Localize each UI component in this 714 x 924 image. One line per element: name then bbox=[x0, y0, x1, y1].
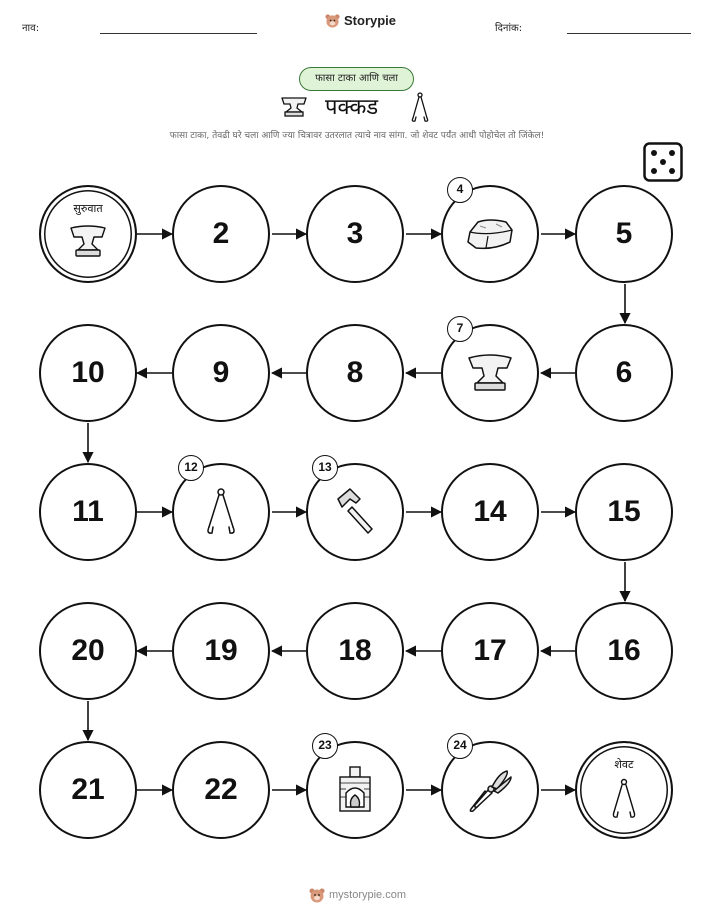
tongs-icon bbox=[204, 487, 238, 537]
cell-number-badge: 4 bbox=[447, 177, 473, 203]
board-cell-7 bbox=[441, 321, 539, 422]
cell-number: 18 bbox=[338, 634, 372, 667]
cell-number: 10 bbox=[71, 356, 105, 389]
cell-number: 22 bbox=[204, 773, 238, 806]
board-cell-9 bbox=[172, 324, 270, 422]
board-cell-13 bbox=[306, 460, 404, 561]
anvil-icon bbox=[466, 352, 514, 394]
hammer-icon bbox=[330, 487, 380, 537]
cell-number: 16 bbox=[607, 634, 641, 667]
board-cell-21 bbox=[39, 741, 137, 839]
board-cell-12 bbox=[172, 460, 270, 561]
cell-number: 19 bbox=[204, 634, 238, 667]
cell-number-badge: 13 bbox=[312, 455, 338, 481]
board-cell-24 bbox=[441, 738, 539, 839]
cell-number: 20 bbox=[71, 634, 105, 667]
game-type-badge: फासा टाका आणि चला bbox=[299, 67, 414, 91]
cell-number: 2 bbox=[212, 217, 230, 250]
board-cell-20 bbox=[39, 602, 137, 700]
cell-number-badge: 24 bbox=[447, 733, 473, 759]
cell-number: 15 bbox=[607, 495, 641, 528]
footer-url[interactable]: mystorypie.com bbox=[329, 889, 407, 901]
board-cell-start bbox=[39, 185, 137, 283]
board-cell-5 bbox=[575, 185, 673, 283]
board-cell-10 bbox=[39, 324, 137, 422]
cell-number-badge: 12 bbox=[178, 455, 204, 481]
cell-number: 8 bbox=[346, 356, 364, 389]
bear-logo-icon bbox=[309, 887, 325, 903]
board-cell-17 bbox=[441, 602, 539, 700]
cell-number: 6 bbox=[615, 356, 633, 389]
stone-block-icon bbox=[464, 214, 516, 254]
anvil-icon bbox=[68, 224, 108, 260]
board-cell-8 bbox=[306, 324, 404, 422]
cell-number-badge: 7 bbox=[447, 316, 473, 342]
date-label: दिनांक: bbox=[495, 23, 523, 34]
page-title: पक्कड bbox=[325, 95, 379, 120]
board-cell-6 bbox=[575, 324, 673, 422]
cell-number: 9 bbox=[212, 356, 230, 389]
cell-number: 21 bbox=[71, 773, 105, 806]
forge-furnace-icon bbox=[335, 765, 375, 815]
board-cell-4 bbox=[441, 182, 539, 283]
cell-number: 5 bbox=[615, 217, 633, 250]
brand-name: Storypie bbox=[344, 13, 397, 28]
cell-number: 3 bbox=[346, 217, 364, 250]
cell-number: 14 bbox=[473, 495, 507, 528]
footer bbox=[309, 887, 406, 903]
cell-number: 11 bbox=[72, 495, 104, 528]
cell-number: 17 bbox=[473, 634, 507, 667]
board-cell-22 bbox=[172, 741, 270, 839]
board-cell-19 bbox=[172, 602, 270, 700]
pliers-icon bbox=[465, 765, 515, 815]
board-cell-14 bbox=[441, 463, 539, 561]
board-cell-16 bbox=[575, 602, 673, 700]
board-cell-15 bbox=[575, 463, 673, 561]
board-cell-finish bbox=[575, 741, 673, 839]
board-cell-2 bbox=[172, 185, 270, 283]
name-label: नाव: bbox=[22, 23, 40, 34]
board-cell-23 bbox=[306, 738, 404, 839]
start-label: सुरुवात bbox=[73, 202, 103, 215]
board-cell-3 bbox=[306, 185, 404, 283]
end-label: शेवट bbox=[614, 758, 634, 771]
instructions: फासा टाका, तेवढी घरे चला आणि ज्या चित्रावर उतरलात त्याचे नाव सांगा. जो शेवट पर्यंत आधी पोहोचेल तो जिंकेल! bbox=[169, 131, 545, 141]
board-cell-18 bbox=[306, 602, 404, 700]
board-cell-11 bbox=[39, 463, 137, 561]
tongs-icon bbox=[610, 778, 638, 820]
cell-number-badge: 23 bbox=[312, 733, 338, 759]
